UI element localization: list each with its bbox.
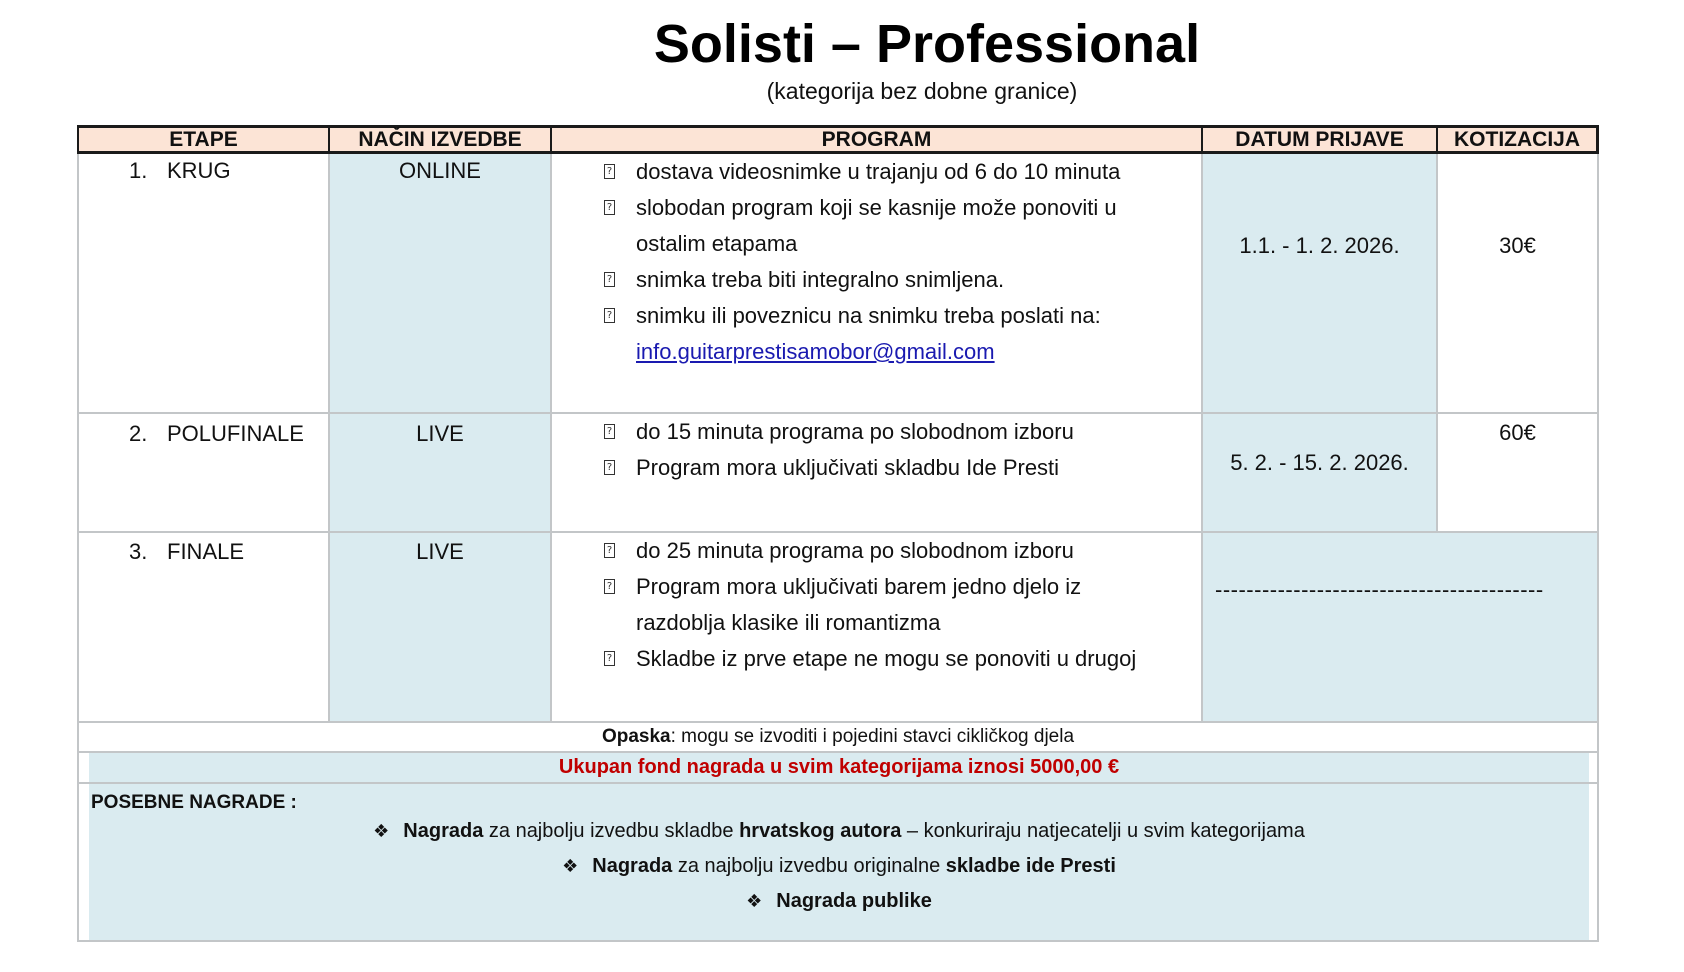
page-subtitle: (kategorija bez dobne granice) — [766, 78, 1078, 104]
stage-number: 2. — [129, 421, 148, 446]
column-header-etape: ETAPE — [77, 125, 328, 154]
missing-glyph-bullet-icon: ? — [604, 543, 615, 558]
missing-glyph-bullet-icon: ? — [604, 424, 615, 439]
mode-cell: LIVE — [328, 414, 550, 533]
diamond-bullet-icon: ❖ — [746, 891, 763, 912]
merged-date-fee-cell: ------------------------------------------ — [1201, 533, 1599, 723]
missing-glyph-bullet-icon: ? — [604, 164, 615, 179]
page-title: Solisti – Professional — [653, 14, 1201, 74]
missing-glyph-bullet-icon: ? — [604, 579, 615, 594]
stage-cell — [77, 154, 328, 414]
diamond-bullet-icon: ❖ — [562, 856, 579, 877]
special-awards-section — [77, 784, 1599, 942]
special-awards-panel — [89, 784, 1589, 940]
program-cell: ? do 25 minuta programa po slobodnom izboru ? Program mora uključivati barem jedno djelo iz razdoblja klasike ili romantizma ? Skladbe iz prve etape ne mogu se ponoviti u drugoj — [550, 533, 1201, 723]
stage-name: FINALE — [167, 539, 245, 564]
award-item: ❖ Nagrada za najbolju izvedbu originalne skladbe ide Presti — [562, 855, 1116, 877]
missing-glyph-bullet-icon: ? — [604, 200, 615, 215]
program-cell: ? do 15 minuta programa po slobodnom izboru ? Program mora uključivati skladbu Ide Presti — [550, 414, 1201, 533]
special-awards-title: POSEBNE NAGRADE : — [91, 792, 297, 813]
award-item: ❖ Nagrada publike — [746, 890, 932, 912]
award-item: ❖ Nagrada za najbolju izvedbu skladbe hrvatskog autora – konkuriraju natjecatelji u svim kategorijama — [373, 820, 1305, 842]
stage-number: 3. — [129, 539, 148, 564]
total-prize-row — [77, 753, 1599, 784]
missing-glyph-bullet-icon: ? — [604, 651, 615, 666]
fee-cell: 60€ — [1436, 414, 1599, 533]
missing-glyph-bullet-icon: ? — [604, 308, 615, 323]
registration-date-cell: 1.1. - 1. 2. 2026. — [1201, 154, 1436, 414]
stage-name: KRUG — [167, 158, 231, 183]
note-row — [77, 723, 1599, 753]
column-header-program: PROGRAM — [550, 125, 1201, 154]
stage-cell — [77, 533, 328, 723]
email-link[interactable]: info.guitarprestisamobor@gmail.com — [636, 339, 995, 364]
stage-cell — [77, 414, 328, 533]
total-prize-text: Ukupan fond nagrada u svim kategorijama iznosi 5000,00 € — [89, 753, 1589, 782]
stage-number: 1. — [129, 158, 148, 183]
note-text: : mogu se izvoditi i pojedini stavci cikličkog djela — [670, 726, 1075, 747]
stage-name: POLUFINALE — [167, 421, 304, 446]
registration-date-cell: 5. 2. - 15. 2. 2026. — [1201, 414, 1436, 533]
mode-cell: LIVE — [328, 533, 550, 723]
diamond-bullet-icon: ❖ — [373, 821, 390, 842]
column-header-datum-prijave: DATUM PRIJAVE — [1201, 125, 1436, 154]
missing-glyph-bullet-icon: ? — [604, 272, 615, 287]
program-cell: ? dostava videosnimke u trajanju od 6 do 10 minuta ? slobodan program koji se kasnije može ponoviti u ostalim etapama ? snimka treba biti integralno snimljena. ? snimku ili poveznicu na snimku treba poslati na: info.guitarprestisamobor@gmail.com — [550, 154, 1201, 414]
column-header-nacin-izvedbe: NAČIN IZVEDBE — [328, 125, 550, 154]
mode-cell: ONLINE — [328, 154, 550, 414]
note-label: Opaska — [601, 726, 671, 747]
missing-glyph-bullet-icon: ? — [604, 460, 615, 475]
fee-cell: 30€ — [1436, 154, 1599, 414]
column-header-kotizacija: KOTIZACIJA — [1436, 125, 1599, 154]
